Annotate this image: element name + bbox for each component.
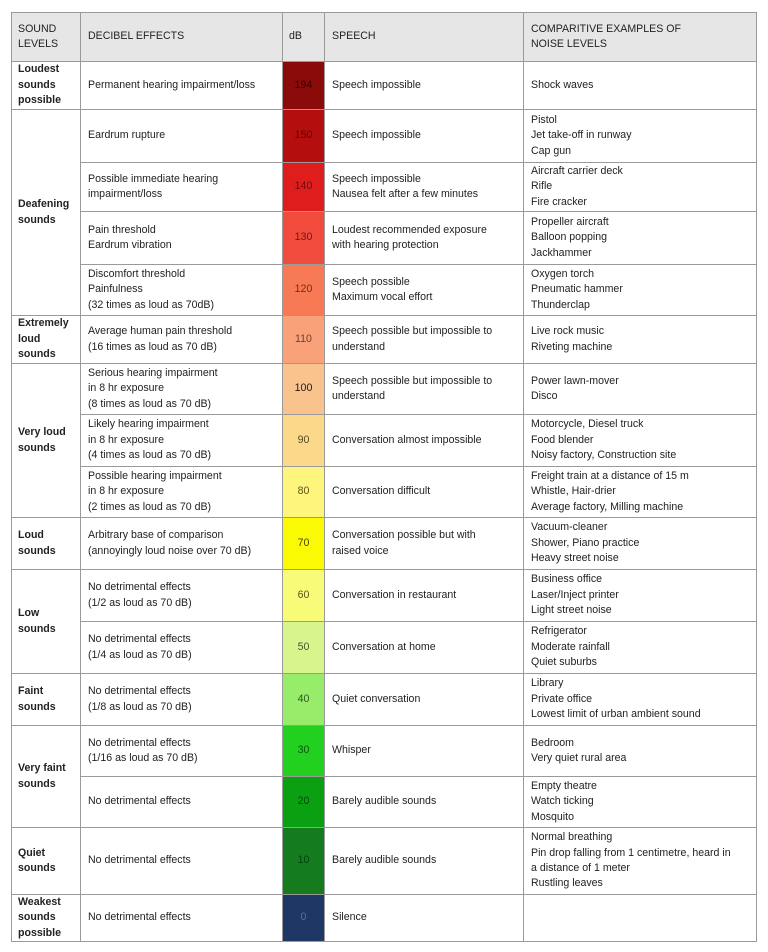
examples-cell: Empty theatre Watch ticking Mosquito <box>524 777 757 828</box>
speech-cell: Conversation difficult <box>325 467 524 518</box>
speech-cell: Whisper <box>325 726 524 777</box>
db-value-cell: 90 <box>283 415 325 467</box>
decibel-effects-cell: Discomfort threshold Painfulness (32 times as loud as 70dB) <box>81 265 283 316</box>
table-row <box>12 62 757 110</box>
speech-cell: Barely audible sounds <box>325 777 524 828</box>
db-value-cell: 10 <box>283 828 325 895</box>
examples-cell <box>524 895 757 942</box>
db-value-cell: 194 <box>283 62 325 110</box>
db-value-cell: 110 <box>283 316 325 364</box>
table-row <box>12 674 757 726</box>
examples-cell: Power lawn-mover Disco <box>524 364 757 415</box>
db-value-cell: 80 <box>283 467 325 518</box>
db-value-cell: 70 <box>283 518 325 570</box>
sound-level-cell: Low sounds <box>12 570 81 674</box>
examples-cell: Freight train at a distance of 15 m Whistle, Hair-drier Average factory, Milling machine <box>524 467 757 518</box>
examples-cell: Pistol Jet take-off in runway Cap gun <box>524 110 757 163</box>
speech-cell: Conversation possible but with raised voice <box>325 518 524 570</box>
table-row <box>12 212 757 265</box>
speech-cell: Silence <box>325 895 524 942</box>
decibel-effects-cell: No detrimental effects <box>81 828 283 895</box>
table-row <box>12 895 757 942</box>
speech-cell: Conversation in restaurant <box>325 570 524 622</box>
db-value-cell: 60 <box>283 570 325 622</box>
table-row <box>12 777 757 828</box>
sound-level-cell: Deafening sounds <box>12 110 81 316</box>
table-row <box>12 518 757 570</box>
sound-level-cell: Very faint sounds <box>12 726 81 828</box>
decibel-effects-cell: Serious hearing impairment in 8 hr exposure (8 times as loud as 70 dB) <box>81 364 283 415</box>
examples-cell: Live rock music Riveting machine <box>524 316 757 364</box>
noise-levels-table <box>11 12 757 942</box>
decibel-effects-cell: Permanent hearing impairment/loss <box>81 62 283 110</box>
decibel-effects-cell: Average human pain threshold (16 times as loud as 70 dB) <box>81 316 283 364</box>
decibel-effects-cell: No detrimental effects <box>81 777 283 828</box>
decibel-effects-cell: Eardrum rupture <box>81 110 283 163</box>
examples-cell: Business office Laser/Inject printer Light street noise <box>524 570 757 622</box>
speech-cell: Barely audible sounds <box>325 828 524 895</box>
sound-level-cell: Faint sounds <box>12 674 81 726</box>
speech-cell: Speech possible but impossible to understand <box>325 364 524 415</box>
sound-level-cell: Extremely loud sounds <box>12 316 81 364</box>
table-row <box>12 110 757 163</box>
decibel-effects-cell: No detrimental effects <box>81 895 283 942</box>
speech-cell: Speech possible Maximum vocal effort <box>325 265 524 316</box>
table-row <box>12 622 757 674</box>
decibel-effects-cell: No detrimental effects (1/4 as loud as 70 dB) <box>81 622 283 674</box>
db-value-cell: 130 <box>283 212 325 265</box>
speech-cell: Speech possible but impossible to understand <box>325 316 524 364</box>
db-value-cell: 40 <box>283 674 325 726</box>
decibel-effects-cell: Pain threshold Eardrum vibration <box>81 212 283 265</box>
table-body <box>12 62 757 942</box>
decibel-effects-cell: No detrimental effects (1/8 as loud as 70 dB) <box>81 674 283 726</box>
decibel-effects-cell: No detrimental effects (1/2 as loud as 70 dB) <box>81 570 283 622</box>
decibel-effects-cell: Possible hearing impairment in 8 hr exposure (2 times as loud as 70 dB) <box>81 467 283 518</box>
examples-cell: Library Private office Lowest limit of urban ambient sound <box>524 674 757 726</box>
header-row <box>12 13 757 62</box>
examples-cell: Shock waves <box>524 62 757 110</box>
header-examples: COMPARITIVE EXAMPLES OF NOISE LEVELS <box>524 13 757 62</box>
header-db: dB <box>283 13 325 62</box>
speech-cell: Conversation almost impossible <box>325 415 524 467</box>
db-value-cell: 20 <box>283 777 325 828</box>
table-row <box>12 726 757 777</box>
sound-level-cell: Weakest sounds possible <box>12 895 81 942</box>
decibel-effects-cell: Possible immediate hearing impairment/loss <box>81 163 283 212</box>
db-value-cell: 0 <box>283 895 325 942</box>
db-value-cell: 120 <box>283 265 325 316</box>
db-value-cell: 50 <box>283 622 325 674</box>
speech-cell: Loudest recommended exposure with hearing protection <box>325 212 524 265</box>
table-row <box>12 316 757 364</box>
decibel-effects-cell: No detrimental effects (1/16 as loud as 70 dB) <box>81 726 283 777</box>
db-value-cell: 140 <box>283 163 325 212</box>
table-row <box>12 415 757 467</box>
speech-cell: Speech impossible <box>325 62 524 110</box>
examples-cell: Motorcycle, Diesel truck Food blender Noisy factory, Construction site <box>524 415 757 467</box>
examples-cell: Vacuum-cleaner Shower, Piano practice Heavy street noise <box>524 518 757 570</box>
table-row <box>12 570 757 622</box>
speech-cell: Quiet conversation <box>325 674 524 726</box>
sound-level-cell: Very loud sounds <box>12 364 81 518</box>
table-row <box>12 467 757 518</box>
decibel-effects-cell: Likely hearing impairment in 8 hr exposure (4 times as loud as 70 dB) <box>81 415 283 467</box>
table-row <box>12 265 757 316</box>
speech-cell: Speech impossible <box>325 110 524 163</box>
db-value-cell: 100 <box>283 364 325 415</box>
examples-cell: Refrigerator Moderate rainfall Quiet suburbs <box>524 622 757 674</box>
sound-level-cell: Loud sounds <box>12 518 81 570</box>
decibel-effects-cell: Arbitrary base of comparison (annoyingly loud noise over 70 dB) <box>81 518 283 570</box>
header-speech: SPEECH <box>325 13 524 62</box>
speech-cell: Speech impossible Nausea felt after a few minutes <box>325 163 524 212</box>
examples-cell: Bedroom Very quiet rural area <box>524 726 757 777</box>
examples-cell: Oxygen torch Pneumatic hammer Thunderclap <box>524 265 757 316</box>
db-value-cell: 150 <box>283 110 325 163</box>
table-row <box>12 828 757 895</box>
speech-cell: Conversation at home <box>325 622 524 674</box>
table-row <box>12 364 757 415</box>
sound-level-cell: Loudest sounds possible <box>12 62 81 110</box>
examples-cell: Normal breathing Pin drop falling from 1 centimetre, heard in a distance of 1 meter Rustling leaves <box>524 828 757 895</box>
header-sound-levels: SOUND LEVELS <box>12 13 81 62</box>
table-row <box>12 163 757 212</box>
examples-cell: Aircraft carrier deck Rifle Fire cracker <box>524 163 757 212</box>
header-decibel-effects: DECIBEL EFFECTS <box>81 13 283 62</box>
sound-level-cell: Quiet sounds <box>12 828 81 895</box>
db-value-cell: 30 <box>283 726 325 777</box>
examples-cell: Propeller aircraft Balloon popping Jackhammer <box>524 212 757 265</box>
